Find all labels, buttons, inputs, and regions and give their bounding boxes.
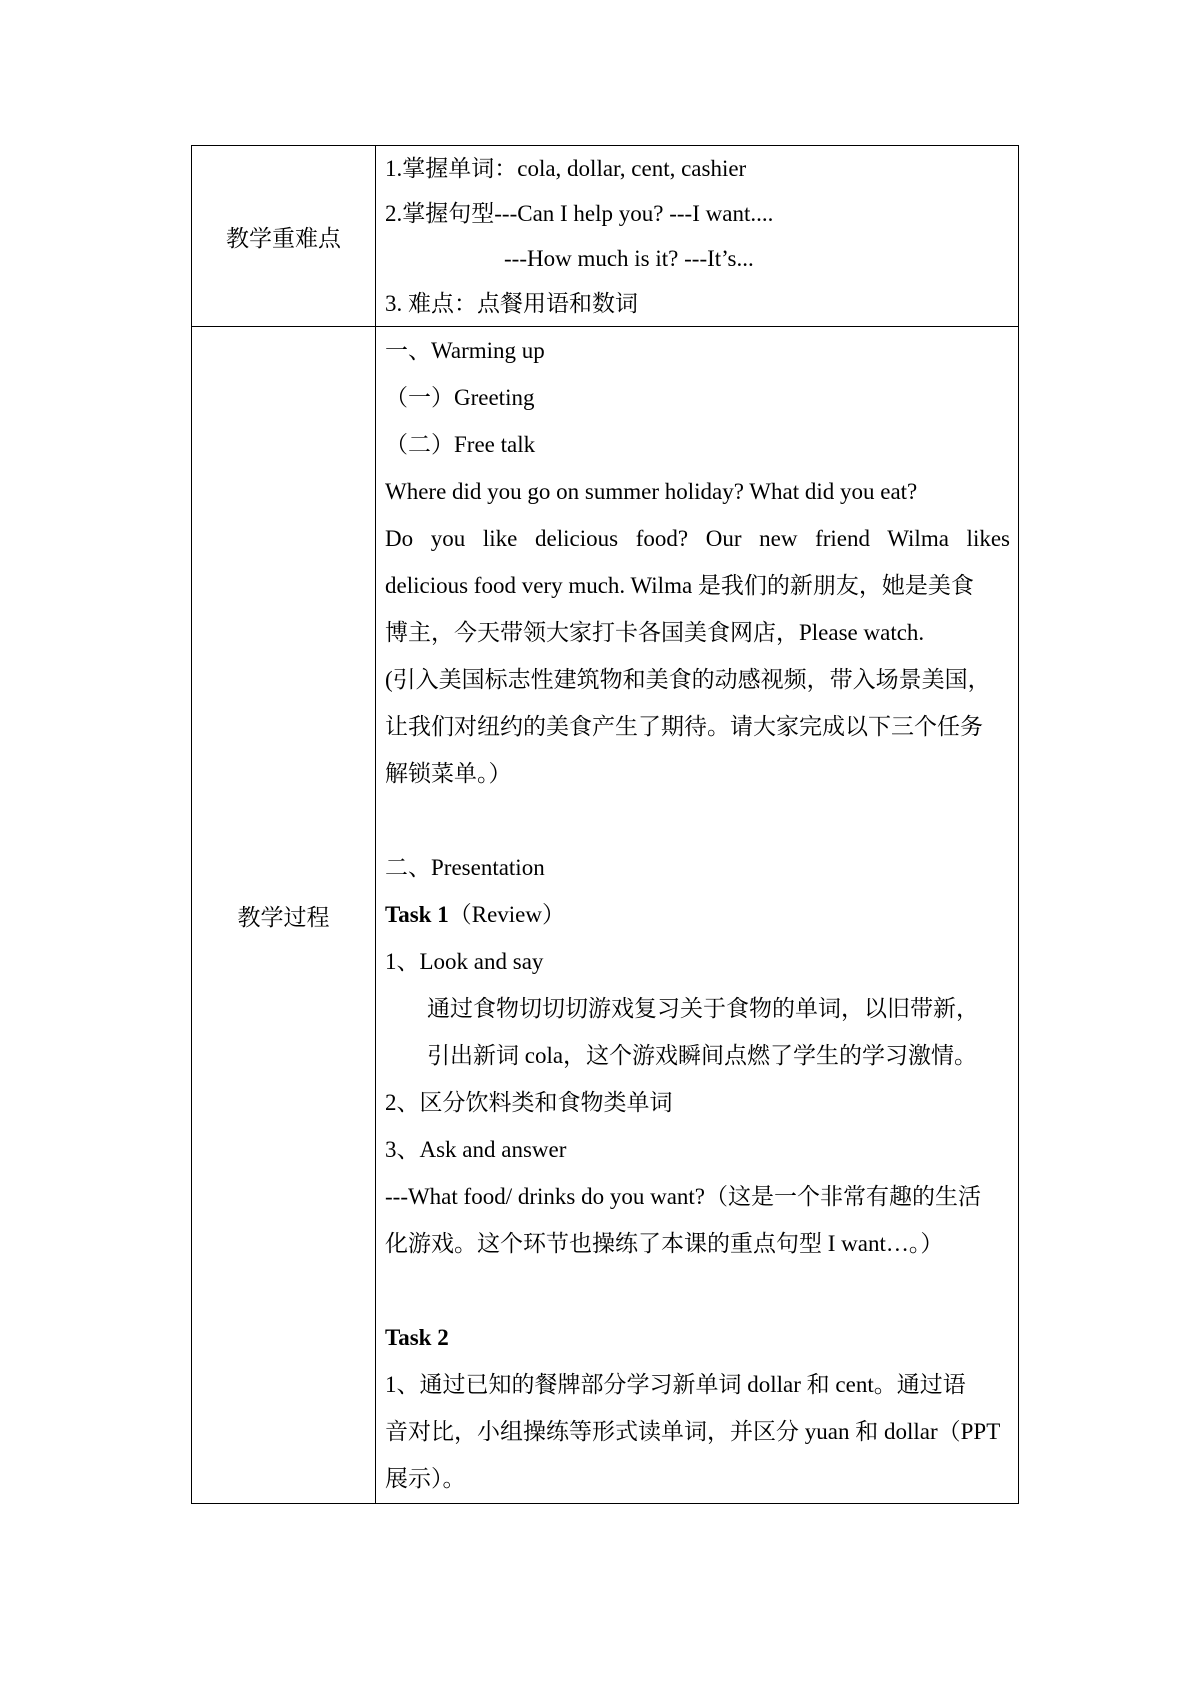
process-line: 2、区分饮料类和食物类单词: [385, 1090, 673, 1115]
key-point-line: 3. 难点：点餐用语和数词: [385, 291, 638, 316]
task-label: Task 1: [385, 902, 449, 927]
key-point-line: ---How much is it? ---It’s...: [504, 246, 754, 271]
process-line: （一）Greeting: [385, 385, 535, 410]
teaching-process-content: [376, 327, 1019, 1504]
process-line: (引入美国标志性建筑物和美食的动感视频，带入场景美国，: [385, 667, 991, 692]
task-heading: [385, 891, 1010, 938]
teaching-process-label: 教学过程: [192, 327, 376, 1504]
blank-line: [385, 1267, 1010, 1314]
process-line: 1、Look and say: [385, 949, 544, 974]
process-line: 一、Warming up: [385, 338, 545, 363]
process-line: Do you like delicious food? Our new friend Wilma likes: [385, 526, 1010, 551]
process-line: delicious food very much. Wilma 是我们的新朋友，她是美食: [385, 573, 974, 598]
process-line: 通过食物切切切游戏复习关于食物的单词，以旧带新，: [427, 996, 979, 1021]
blank-line: [385, 797, 1010, 844]
process-line: 博主，今天带领大家打卡各国美食网店，Please watch.: [385, 620, 925, 645]
key-points-label: 教学重难点: [192, 146, 376, 327]
key-point-line: 1.掌握单词：cola, dollar, cent, cashier: [385, 156, 747, 181]
task-heading: Task 2: [385, 1325, 449, 1350]
key-points-content: [376, 146, 1019, 327]
process-line: ---What food/ drinks do you want?（这是一个非常有趣的生活: [385, 1184, 982, 1209]
process-line: Where did you go on summer holiday? What did you eat?: [385, 479, 918, 504]
process-line: 3、Ask and answer: [385, 1137, 567, 1162]
process-line: 1、通过已知的餐牌部分学习新单词 dollar 和 cent。通过语: [385, 1372, 966, 1397]
process-line: 化游戏。这个环节也操练了本课的重点句型 I want…。）: [385, 1231, 944, 1256]
process-line: 引出新词 cola，这个游戏瞬间点燃了学生的学习激情。: [427, 1043, 978, 1068]
process-line: 解锁菜单。）: [385, 761, 512, 786]
process-line: （二）Free talk: [385, 432, 536, 457]
task-note: （Review）: [448, 902, 565, 927]
process-line: 让我们对纽约的美食产生了期待。请大家完成以下三个任务: [385, 714, 983, 739]
teaching-process-row: [192, 327, 1019, 1504]
process-line: 展示）。: [385, 1466, 466, 1491]
lesson-plan-table: [191, 145, 1019, 1504]
section-heading: 二、Presentation: [385, 855, 545, 880]
key-point-line: 2.掌握句型---Can I help you? ---I want....: [385, 201, 774, 226]
key-points-row: [192, 146, 1019, 327]
process-line: 音对比，小组操练等形式读单词，并区分 yuan 和 dollar（PPT: [385, 1419, 1001, 1444]
